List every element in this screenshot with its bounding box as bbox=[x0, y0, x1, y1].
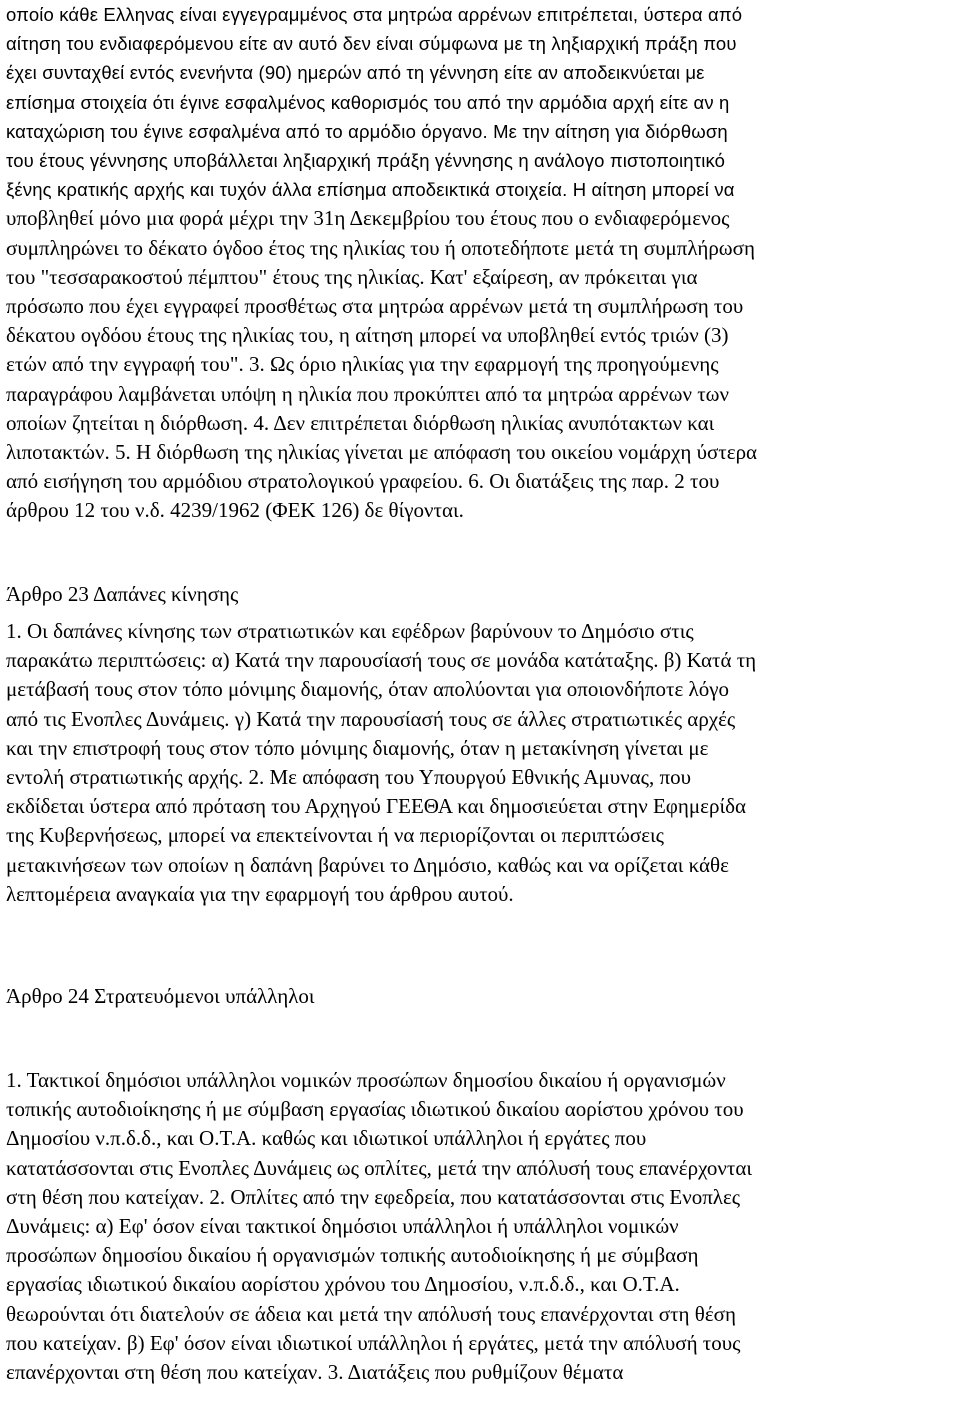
text-line: ετών από την εγγραφή του". 3. Ως όριο ηλικίας για την εφαρμογή της προηγούμενης bbox=[6, 352, 719, 377]
text-line: εκδίδεται ύστερα από πρόταση του Αρχηγού ΓΕΕΘΑ και δημοσιεύεται στην Εφημερίδα bbox=[6, 794, 746, 819]
paragraph-article-22-continuation bbox=[6, 0, 956, 526]
text-line: επίσημα στοιχεία ότι έγινε εσφαλμένος καθορισμός του από την αρμόδια αρχή είτε αν η bbox=[6, 91, 730, 113]
text-line: οποίο κάθε Ελληνας είναι εγγεγραμμένος στα μητρώα αρρένων επιτρέπεται, ύστερα από bbox=[6, 4, 743, 25]
text-line: του έτους γέννησης υποβάλλεται ληξιαρχική πράξη γέννησης η ανάλογο πιστοποιητικό bbox=[6, 150, 726, 172]
text-line: οποίων ζητείται η διόρθωση. 4. Δεν επιτρέπεται διόρθωση ηλικίας ανυπότακτων και bbox=[6, 410, 715, 435]
text-line: εντολή στρατιωτικής αρχής. 2. Με απόφαση του Υπουργού Εθνικής Αμυνας, που bbox=[6, 765, 691, 790]
text-line: θεωρούνται ότι διατελούν σε άδεια και μετά την απόλυσή τους επανέρχονται στη θέση bbox=[6, 1301, 736, 1326]
text-line: αίτηση του ενδιαφερόμενου είτε αν αυτό δεν είναι σύμφωνα με τη ληξιαρχική πράξη που bbox=[6, 33, 737, 55]
text-line: επανέρχονται στη θέση που κατείχαν. 3. Διατάξεις που ρυθμίζουν θέματα bbox=[6, 1360, 624, 1385]
text-line: άρθρου 12 του ν.δ. 4239/1962 (ΦΕΚ 126) δε θίγονται. bbox=[6, 498, 464, 523]
paragraph-article-24 bbox=[6, 1066, 956, 1387]
text-line: από τις Ενοπλες Δυνάμεις. γ) Κατά την παρουσίασή τους σε άλλες στρατιωτικές αρχές bbox=[6, 706, 736, 731]
text-line: εργασίας ιδιωτικού δικαίου αορίστου χρόνου του Δημοσίου, ν.π.δ.δ., και Ο.Τ.Α. bbox=[6, 1272, 680, 1297]
text-line: από εισήγηση του αρμόδιου στρατολογικού γραφείου. 6. Οι διατάξεις της παρ. 2 του bbox=[6, 469, 720, 494]
text-line: 1. Οι δαπάνες κίνησης των στρατιωτικών και εφέδρων βαρύνουν το Δημόσιο στις bbox=[6, 619, 694, 643]
text-line: πρόσωπο που έχει εγγραφεί προσθέτως στα μητρώα αρρένων μετά τη συμπλήρωση του bbox=[6, 294, 744, 319]
text-line: συμπληρώνει το δέκατο όγδοο έτος της ηλικίας του ή οποτεδήποτε μετά τη συμπλήρωση bbox=[6, 235, 755, 260]
text-line: καταχώριση του έγινε εσφαλμένα από το αρμόδιο όργανο. Με την αίτηση για διόρθωση bbox=[6, 120, 728, 142]
text-line: λεπτομέρεια αναγκαία για την εφαρμογή του άρθρου αυτού. bbox=[6, 881, 514, 906]
text-line: υποβληθεί μόνο μια φορά μέχρι την 31η Δεκεμβρίου του έτους που ο ενδιαφερόμενος bbox=[6, 206, 730, 231]
text-line: τοπικής αυτοδιοίκησης ή με σύμβαση εργασίας ιδιωτικού δικαίου αορίστου χρόνου του bbox=[6, 1097, 744, 1122]
text-line: προσώπων δημοσίου δικαίου ή οργανισμών τοπικής αυτοδιοίκησης ή με σύμβαση bbox=[6, 1243, 699, 1268]
text-line: λιποτακτών. 5. Η διόρθωση της ηλικίας γίνεται με απόφαση του οικείου νομάρχη ύστερα bbox=[6, 440, 758, 465]
text-line: μετάβασή τους στον τόπο μόνιμης διαμονής, όταν απολύονται για οποιονδήποτε λόγο bbox=[6, 677, 729, 702]
text-line: παραγράφου λαμβάνεται υπόψη η ηλικία που προκύπτει από τα μητρώα αρρένων των bbox=[6, 381, 730, 406]
text-line: κατατάσσονται στις Ενοπλες Δυνάμεις ως οπλίτες, μετά την απόλυσή τους επανέρχονται bbox=[6, 1155, 753, 1180]
text-line: μετακινήσεων των οποίων η δαπάνη βαρύνει το Δημόσιο, καθώς και να ορίζεται κάθε bbox=[6, 852, 729, 877]
text-line: 1. Τακτικοί δημόσιοι υπάλληλοι νομικών προσώπων δημοσίου δικαίου ή οργανισμών bbox=[6, 1068, 726, 1092]
text-line: που κατείχαν. β) Εφ' όσον είναι ιδιωτικοί υπάλληλοι ή εργάτες, μετά την απόλυσή τους bbox=[6, 1330, 741, 1355]
text-line: Δημοσίου ν.π.δ.δ., και Ο.Τ.Α. καθώς και ιδιωτικοί υπάλληλοι ή εργάτες που bbox=[6, 1126, 647, 1151]
text-line: στη θέση που κατείχαν. 2. Οπλίτες από την εφεδρεία, που κατατάσσονται στις Ενοπλες bbox=[6, 1184, 741, 1209]
paragraph-article-23 bbox=[6, 617, 956, 909]
text-line: ξένης κρατικής αρχής και τυχόν άλλα επίσημα αποδεικτικά στοιχεία. Η αίτηση μπορεί να bbox=[6, 179, 735, 201]
text-line: της Κυβερνήσεως, μπορεί να επεκτείνονται ή να περιορίζονται οι περιπτώσεις bbox=[6, 823, 664, 848]
text-line: του "τεσσαρακοστού πέμπτου" έτους της ηλικίας. Κατ' εξαίρεση, αν πρόκειται για bbox=[6, 264, 698, 289]
text-line: δέκατου ογδόου έτους της ηλικίας του, η αίτηση μπορεί να υποβληθεί εντός τριών (3) bbox=[6, 323, 729, 348]
text-line: έχει συνταχθεί εντός ενενήντα (90) ημερών από τη γέννηση είτε αν αποδεικνύεται με bbox=[6, 62, 705, 84]
article-23-heading: Άρθρο 23 Δαπάνες κίνησης bbox=[6, 582, 239, 606]
text-line: και την επιστροφή τους στον τόπο μόνιμης διαμονής, όταν η μετακίνηση γίνεται με bbox=[6, 735, 709, 760]
text-line: Δυνάμεις: α) Εφ' όσον είναι τακτικοί δημόσιοι υπάλληλοι ή υπάλληλοι νομικών bbox=[6, 1214, 679, 1239]
article-24-heading: Άρθρο 24 Στρατευόμενοι υπάλληλοι bbox=[6, 984, 315, 1008]
text-line: παρακάτω περιπτώσεις: α) Κατά την παρουσίασή τους σε μονάδα κατάταξης. β) Κατά τη bbox=[6, 648, 757, 673]
